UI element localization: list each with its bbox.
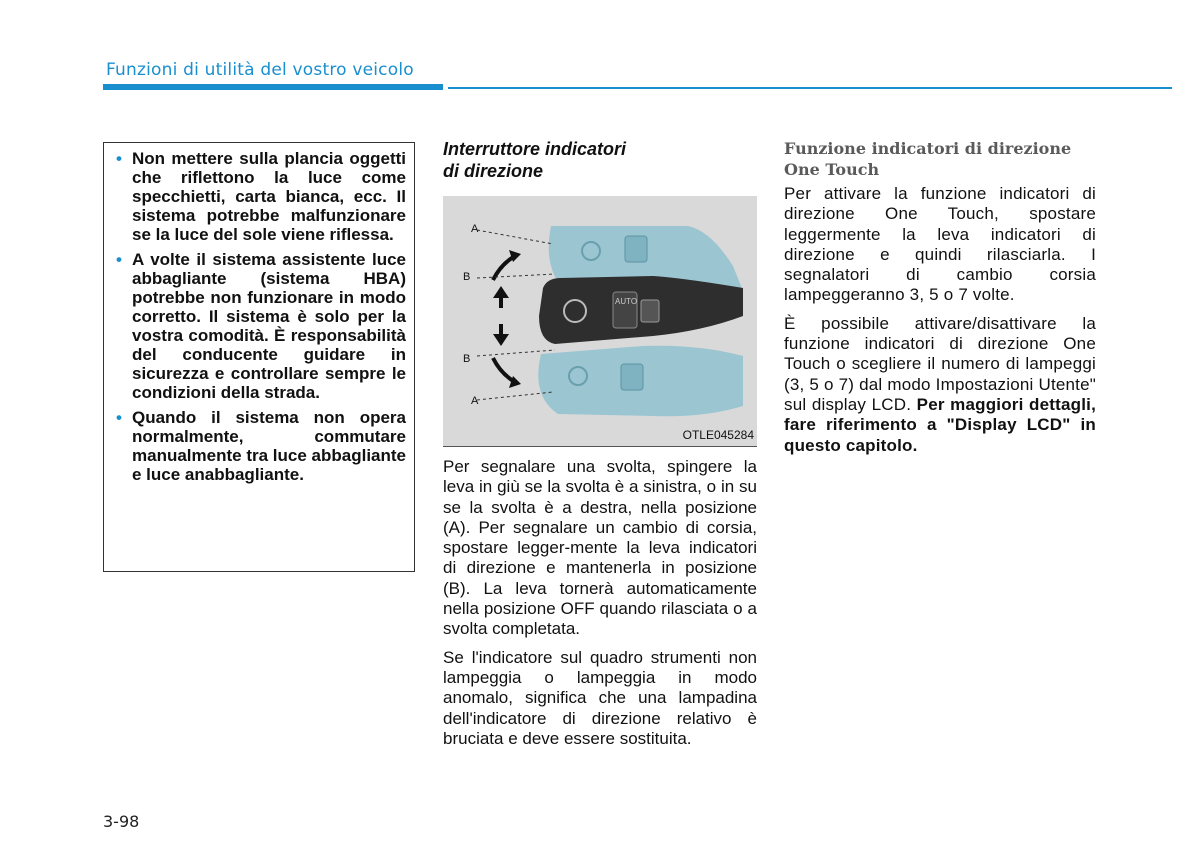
auto-label: AUTO [615, 297, 638, 306]
section-heading [784, 138, 1096, 180]
curved-arrow-down-icon [493, 358, 515, 382]
arrow-down-icon [493, 324, 509, 346]
caution-text: Quando il sistema non opera normalmente, commutare manualmente tra luce abbagliante e luce anabbagliante. [132, 408, 406, 484]
paragraph-bold-text: Per maggiori dettagli, fare riferimento a "Display LCD" in questo capitolo. [784, 394, 1096, 455]
bullet-icon: • [116, 408, 122, 427]
label-b-bottom: B [463, 353, 471, 365]
heading-line-2: di direzione [443, 161, 544, 181]
header-rule-thick [103, 84, 443, 90]
caution-list [104, 143, 414, 484]
page-number: 3-98 [103, 812, 140, 831]
bullet-icon: • [116, 149, 122, 168]
heading-line-1: Interruttore indicatori [443, 139, 627, 159]
heading-line-2: One Touch [784, 160, 880, 179]
caution-item [114, 408, 406, 484]
lever-illustration [443, 196, 757, 446]
caution-box [103, 142, 415, 572]
paragraph: Se l'indicatore sul quadro strumenti non lampeggia o lampeggia in modo anomalo, significa che una lampadina dell'indicatore di direzione relativo è bruciata e deve essere sostituita. [443, 647, 757, 748]
heading-line-1: Funzione indicatori di direzione [784, 139, 1072, 158]
paragraph: Per attivare la funzione indicatori di direzione One Touch, spostare leggermente la leva indicatori di direzione e quindi rilasciarla. I segnalatori di cambio corsia lampeggeranno 3, 5 o 7 volte. [784, 184, 1096, 305]
label-b-top: B [463, 271, 471, 283]
paragraph: Per segnalare una svolta, spingere la leva in giù se la svolta è a sinistra, o in su se la svolta è a destra, nella posizione (A). Per segnalare un cambio di corsia, spostare legger-mente la leva indicatori di direzione e mantenerla in posizione (B). La leva tornerà automaticamente nella posizione OFF quando rilasciata o a svolta completata. [443, 457, 757, 639]
label-a-top: A [471, 223, 479, 235]
section-heading [443, 138, 757, 182]
guide-line [477, 274, 555, 278]
lever-lower-ghost [538, 346, 743, 417]
turn-signal-section [443, 138, 757, 757]
arrow-up-icon [493, 286, 509, 308]
header-rule-thin [448, 87, 1172, 89]
paragraph [784, 314, 1096, 456]
bullet-icon: • [116, 250, 122, 269]
section-title: Funzioni di utilità del vostro veicolo [106, 60, 414, 80]
caution-text: Non mettere sulla plancia oggetti che riflettono la luce come specchietti, carta bianca, ecc. Il sistema potrebbe malfunzionare se la luce del sole viene riflessa. [132, 149, 406, 244]
paragraph-text: È possibile attivare/disattivare la funzione indicatori di direzione One Touch o scegliere il numero di lampeggi (3, 5 o 7) dal modo Impostazioni Utente" sul display LCD. [784, 313, 1096, 414]
guide-line [477, 230, 553, 244]
caution-item [114, 250, 406, 402]
turn-signal-figure [443, 196, 757, 447]
label-a-bottom: A [471, 395, 479, 407]
caution-text: A volte il sistema assistente luce abbagliante (sistema HBA) potrebbe non funzionare in modo corretto. Il sistema è solo per la vostra comodità. È responsabilità del conducente guidare in sicurezza e controllare sempre le condizioni della strada. [132, 250, 406, 402]
curved-arrow-up-icon [493, 256, 515, 280]
lever-main [539, 276, 743, 344]
caution-item [114, 149, 406, 244]
figure-code: OTLE045284 [682, 428, 754, 442]
one-touch-section [784, 138, 1096, 464]
